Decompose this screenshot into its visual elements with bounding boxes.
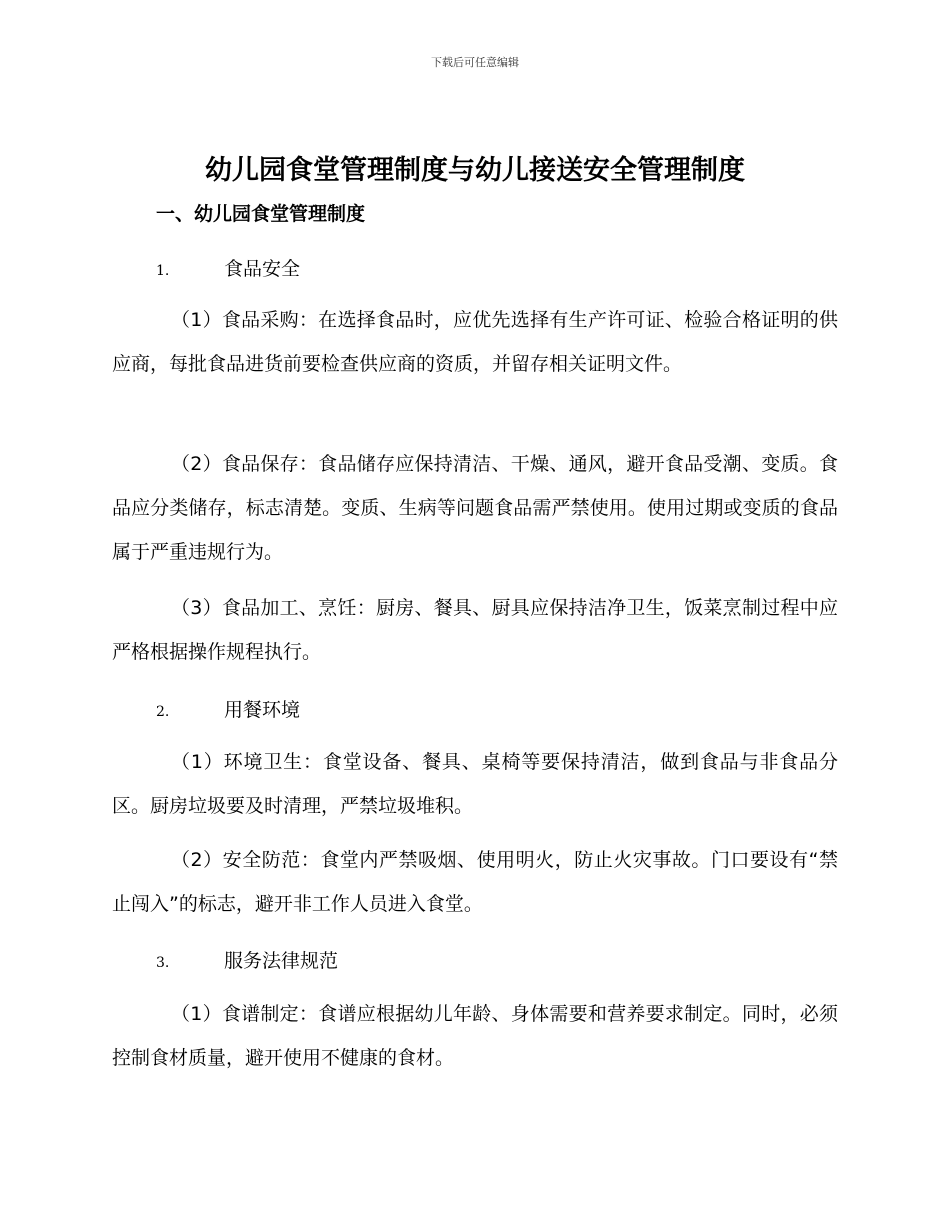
paragraph: （1）食谱制定：食谱应根据幼儿年龄、身体需要和营养要求制定。同时，必须控制食材质量，避开使用不健康的食材。 — [112, 1003, 838, 1069]
paragraph: （2）安全防范：食堂内严禁吸烟、使用明火，防止火灾事故。门口要设有“禁止闯入”的标志，避开非工作人员进入食堂。 — [112, 849, 838, 915]
page-header-note: 下载后可任意编辑 — [431, 56, 519, 69]
subsection-title: 用餐环境 — [224, 699, 301, 721]
paragraph: （1）环境卫生：食堂设备、餐具、桌椅等要保持清洁，做到食品与非食品分区。厨房垃圾要及时清理，严禁垃圾堆积。 — [112, 751, 838, 817]
paragraph: （1）食品采购：在选择食品时，应优先选择有生产许可证、检验合格证明的供应商，每批食品进货前要检查供应商的资质，并留存相关证明文件。 — [112, 309, 838, 375]
subsection-number: 2. — [156, 704, 170, 720]
paragraph: （2）食品保存：食品储存应保持清洁、干燥、通风，避开食品受潮、变质。食品应分类储存，标志清楚。变质、生病等问题食品需严禁使用。使用过期或变质的食品属于严重违规行为。 — [112, 453, 838, 563]
subsection-number: 3. — [156, 955, 170, 971]
subsection-heading-service-regulations — [156, 946, 338, 973]
subsection-heading-dining-environment — [156, 695, 300, 722]
subsection-title: 食品安全 — [224, 258, 301, 280]
section-heading: 一、幼儿园食堂管理制度 — [156, 203, 366, 225]
document-title: 幼儿园食堂管理制度与幼儿接送安全管理制度 — [205, 155, 745, 186]
subsection-number: 1. — [156, 263, 170, 279]
paragraph: （3）食品加工、烹饪：厨房、餐具、厨具应保持洁净卫生，饭菜烹制过程中应严格根据操作规程执行。 — [112, 597, 838, 663]
subsection-heading-food-safety — [156, 254, 300, 281]
subsection-title: 服务法律规范 — [224, 950, 339, 972]
